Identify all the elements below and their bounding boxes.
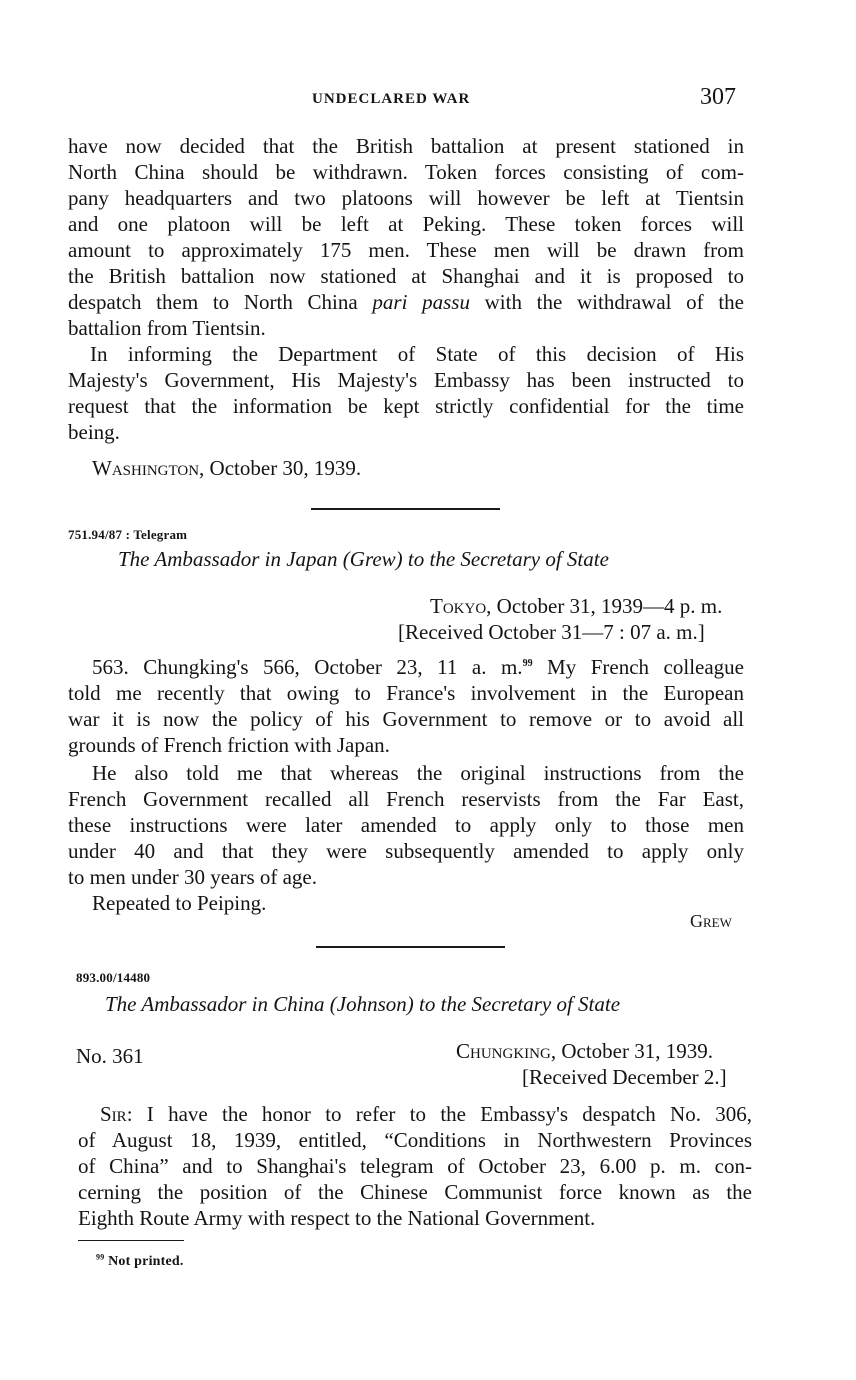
dateline-date: , October 30, 1939.: [199, 456, 362, 480]
repeated-note: Repeated to Peiping.: [92, 891, 267, 915]
sent-place: Tokyo: [430, 594, 487, 618]
body-text: 563. Chungking's 566, October 23, 11 a. m.: [92, 655, 523, 679]
body-line: amount to approximately 175 men. These men will be drawn from: [68, 238, 744, 262]
running-title: UNDECLARED WAR: [312, 91, 471, 107]
body-line: of August 18, 1939, entitled, “Conditions in Northwestern Provinces: [78, 1128, 752, 1152]
body-text: : I have the honor to refer to the Embassy's despatch No. 306,: [126, 1102, 752, 1126]
body-line: request that the information be kept strictly confidential for the time: [68, 394, 744, 418]
document-title: The Ambassador in China (Johnson) to the Secretary of State: [105, 992, 621, 1016]
body-line: told me recently that owing to France's involvement in the European: [68, 681, 744, 705]
dateline-place: Washington: [92, 456, 200, 480]
footnote-text: Not printed.: [104, 1254, 184, 1269]
body-line: Majesty's Government, His Majesty's Embassy has been instructed to: [68, 368, 744, 392]
body-line: being.: [68, 420, 120, 444]
dateline: [92, 456, 361, 481]
footnote: [96, 1254, 184, 1270]
body-line: North China should be withdrawn. Token forces consisting of com-: [68, 160, 744, 184]
body-line: the British battalion now stationed at Shanghai and it is proposed to: [68, 264, 744, 288]
sent-date: , October 31, 1939.: [550, 1039, 713, 1063]
body-line: have now decided that the British battalion at present stationed in: [68, 134, 744, 158]
sent-line: [430, 594, 722, 619]
latin-phrase: pari passu: [372, 290, 470, 314]
sent-place: Chungking: [456, 1039, 551, 1063]
body-text: My French colleague: [532, 655, 744, 679]
file-reference: 893.00/14480: [76, 970, 151, 985]
body-line: In informing the Department of State of this decision of His: [90, 342, 744, 366]
body-line: [92, 655, 744, 680]
body-line: Eighth Route Army with respect to the National Government.: [78, 1206, 596, 1230]
footnote-reference: 99: [522, 658, 533, 669]
body-line: and one platoon will be left at Peking. These token forces will: [68, 212, 744, 236]
received-line: [Received October 31—7 : 07 a. m.]: [398, 620, 705, 644]
section-divider: [316, 946, 505, 948]
footnote-divider: [78, 1240, 184, 1241]
sent-line: [456, 1039, 713, 1064]
document-title: The Ambassador in Japan (Grew) to the Secretary of State: [118, 547, 609, 571]
page-number: 307: [700, 84, 736, 110]
body-line: grounds of French friction with Japan.: [68, 733, 390, 757]
body-line: [100, 1102, 752, 1127]
salutation: Sir: [100, 1102, 127, 1126]
received-line: [Received December 2.]: [522, 1065, 727, 1089]
body-line: of China” and to Shanghai's telegram of October 23, 6.00 p. m. con-: [78, 1154, 752, 1178]
body-line: battalion from Tientsin.: [68, 316, 266, 340]
body-line: cerning the position of the Chinese Communist force known as the: [78, 1180, 752, 1204]
sent-time: , October 31, 1939—4 p. m.: [486, 594, 723, 618]
body-line: under 40 and that they were subsequently amended to apply only: [68, 839, 744, 863]
body-text: with the withdrawal of the: [469, 290, 745, 314]
body-line: pany headquarters and two platoons will however be left at Tientsin: [68, 186, 744, 210]
file-reference: 751.94/87 : Telegram: [68, 527, 188, 542]
signature: Grew: [690, 911, 732, 931]
body-line: war it is now the policy of his Government to remove or to avoid all: [68, 707, 744, 731]
body-text: despatch them to North China: [68, 290, 373, 314]
body-line: [68, 290, 744, 315]
section-divider: [311, 508, 500, 510]
document-number: No. 361: [76, 1044, 144, 1068]
body-line: He also told me that whereas the original instructions from the: [92, 761, 744, 785]
footnote-marker: 99: [96, 1252, 105, 1262]
body-line: to men under 30 years of age.: [68, 865, 317, 889]
body-line: French Government recalled all French reservists from the Far East,: [68, 787, 744, 811]
body-line: these instructions were later amended to apply only to those men: [68, 813, 744, 837]
